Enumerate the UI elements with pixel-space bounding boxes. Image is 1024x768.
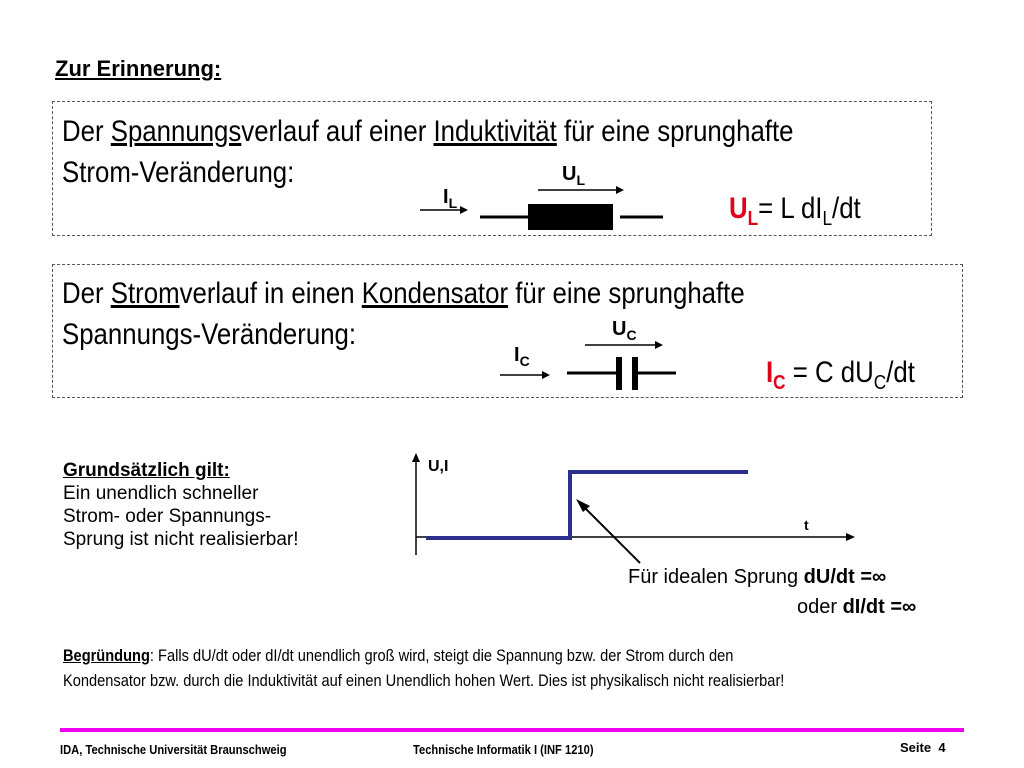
voltage-arrow-head [616,186,624,194]
principle-line-2: Strom- oder Spannungs- [63,506,272,527]
capacitor-text: Der Stromverlauf in einen Kondensator für eine sprunghafte Spannungs-Veränderung: [62,277,745,351]
slide-heading: Zur Erinnerung: [55,56,222,81]
annotation-line-1: Für idealen Sprung dU/dt =∞ [628,566,887,588]
inductor-equation: $U_L= L$ $dI_L/dt$ [729,192,861,230]
label-ic: $I_C$ [514,344,530,369]
label-ul: $U_L$ [562,163,586,188]
capacitor-plate-right [632,357,638,390]
footer-page: Seite 4 [900,740,946,755]
capacitor-plate-left [616,357,622,390]
page-number: 4 [938,740,946,755]
inductor-text: Der Spannungsverlauf auf einer Induktivität für eine sprunghafte Strom-Veränderung: [62,115,794,189]
x-axis-label: t [804,517,809,533]
footer-divider [60,728,964,732]
footer-institution: IDA, Technische Universität Braunschweig [60,742,287,757]
step-graph [400,450,860,570]
label-uc: $U_C$ [612,318,637,343]
current-arrow-head [542,371,550,379]
inductor-body [528,204,613,230]
capacitor-schematic [500,330,700,400]
x-axis-arrow [846,533,855,541]
annotation-line-2: oder dI/dt =∞ [797,596,917,618]
pointer-arrow-line [582,505,640,563]
principle-line-3: Sprung ist nicht realisierbar! [63,529,299,550]
footer-course: Technische Informatik I (INF 1210) [413,742,594,757]
principle-line-1: Ein unendlich schneller [63,483,259,504]
principle-heading: Grundsätzlich gilt: [63,460,230,481]
label-il: $I_L$ [443,186,458,211]
y-axis-arrow [412,453,420,462]
principle-note [63,460,299,551]
voltage-arrow-head [655,341,663,349]
current-arrow-head [460,206,468,214]
reason-text: Begründung: Falls dU/dt oder dI/dt unendlich groß wird, steigt die Spannung bzw. der Strom durch den Kondensator bzw. durch die Induktivität auf einen Unendlich hohen Wert. Dies ist physikalisch nicht realisierbar! [63,646,785,690]
capacitor-equation: $I_C = C$ $dU_C/dt$ [766,356,915,394]
y-axis-label: U,I [428,458,449,475]
